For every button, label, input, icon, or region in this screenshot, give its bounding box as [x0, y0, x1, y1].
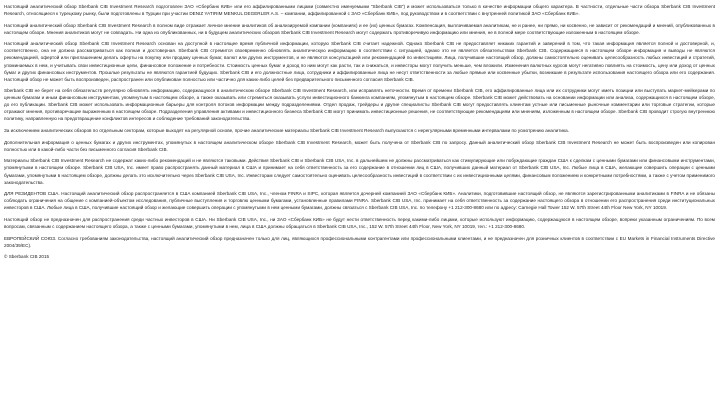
disclaimer-paragraph-8: ДЛЯ РЕЗИДЕНТОВ США. Настоящий аналитический обзор распространяется в США компанией Sberbank CIB USA, Inc., членом FINRA и SIPC, которая является дочерней компанией ЗАО «Сбербанк КИБ». Аналитики, подготовившие настоящий обзор, не являются зарегистрированными аналитиками в FINRA и не обязаны соблюдать ограничения на общение с компанией-объектом исследования, публичные выступления и торговлю ценными бумагами, установленные правилами FINRA. Sberbank CIB USA, Inc. принимает на себя ответственность за содержание настоящего обзора в отношении его распространения среди институциональных инвесторов в США. Любые лица в США, получившие настоящий обзор и желающие совершить операции с упомянутыми в нем ценными бумагами, должны связаться с Sberbank CIB USA, Inc. по телефону +1 212-300-8680 или по адресу: Carnegie Hall Tower 152 W. 57th Street 44th Floor New York, NY 10019.: [4, 191, 715, 211]
copyright-line: © Sberbank CIB 2015: [4, 254, 50, 260]
disclaimer-paragraph-1: Настоящий аналитический обзор Sberbank CIB Investment Research подготовлен ЗАО «Сбербанк КИБ» или его аффилированными лицами (совместно именуемыми “Sberbank CIB”) и может использоваться только в качестве информации общего характера. В частности, отдельные части обзора Sberbank CIB Investment Research, относящиеся к турецкому рынку, были подготовлены в Турции при участии DENIZ YATIRIM MENKUL DEGERLER A.S. – компании, аффилированной с ЗАО «Сбербанк КИБ», под руководством и в соответствии с внутренней политикой ЗАО «Сбербанк КИБ».: [4, 4, 715, 17]
disclaimer-paragraph-7: Материалы Sberbank CIB Investment Research не содержат каких-либо рекомендаций и не являются таковыми. Действия Sberbank CIB и Sberbank CIB USA, Inc. в дальнейшем не должны рассматриваться как стимулирующие или побуждающие граждан США к сделкам с ценными бумагами или финансовыми инструментами, упомянутыми в настоящем обзоре. Sberbank CIB USA, Inc. имеет право распространять данный материал в США и принимает на себя ответственность за его содержание в отношении лиц в США, получивших данный материал от Sberbank CIB USA, Inc. Любые лица в США, желающие совершить операции с ценными бумагами, упомянутыми в настоящем обзоре, должны делать это исключительно через Sberbank CIB USA, Inc. Инвесторам следует самостоятельно оценивать целесообразность инвестиций в соответствии с их инвестиционными целями, финансовым положением и конкретными потребностями, а также с учетом применимого законодательства.: [4, 158, 715, 185]
disclaimer-paragraph-9: Настоящий обзор не предназначен для распространения среди частных инвесторов в США. Ни Sberbank CIB USA, Inc., ни ЗАО «Сбербанк КИБ» не будут нести ответственность перед какими-либо лицами, которые используют информацию, содержащуюся в настоящем обзоре, вопреки указанным ограничениям. По всем вопросам, связанным с содержанием настоящего обзора, а также с ценными бумагами, упомянутыми в нем, лица в США должны обращаться в Sberbank CIB USA, Inc., 152 W. 57th Street 44th Floor, New York, NY 10019, тел.: +1 212-300-8680.: [4, 216, 715, 229]
disclaimer-paragraph-6: Дополнительная информация о ценных бумагах и других инструментах, упомянутых в настоящем аналитическом обзоре Sberbank CIB Investment Research, может быть получена от Sberbank CIB по запросу. Данный аналитический обзор Sberbank CIB Investment Research не может быть воспроизведен или копирован полностью или в какой-либо части без письменного согласия Sberbank CIB.: [4, 139, 715, 152]
disclaimer-paragraph-4: Sberbank CIB не берет на себя обязательств регулярно обновлять информацию, содержащуюся в аналитическом обзоре Sberbank CIB Investment Research, или исправлять неточности. Время от времени Sberbank CIB, его аффилированные лица или их сотрудники могут иметь позиции или выступать маркет-мейкерами по ценным бумагам и иным финансовым инструментам, упомянутым в настоящем обзоре, а также оказывать или стремиться оказывать услуги инвестиционного банкинга компаниям, упомянутым в настоящем обзоре. Sberbank CIB может действовать на основании информации или анализа, содержащихся в настоящем обзоре, до его публикации. Sberbank CIB может использовать информационные барьеры для контроля потоков информации между подразделениями. Отдел продаж, трейдеры и другие специалисты Sberbank CIB могут предоставлять клиентам устные или письменные рыночные комментарии или торговые стратегии, которые отражают мнения, противоречащие выраженным в настоящем обзоре. Подразделения управления активами и инвестиционного бизнеса Sberbank CIB могут принимать инвестиционные решения, не соответствующие рекомендациям или мнениям, изложенным в настоящем обзоре. Sberbank CIB проводит строгую внутреннюю политику, направленную на предотвращение конфликтов интересов и соблюдение требований законодательства.: [4, 88, 715, 122]
disclaimer-paragraph-2: Настоящий аналитический обзор Sberbank CIB Investment Research в полном виде отражает личное мнение аналитиков об анализируемой компании (компаниях) и ее (их) ценных бумагах. Компенсация, выплачиваемая аналитикам, не и ранее, ни прямо, ни косвенно, не зависит от рекомендаций и мнений, опубликованных в настоящем обзоре. Мнения аналитиков могут не совпадать. Ни одна из опубликованных, ни в будущем аналитических обзоров Sberbank CIB Investment Research могут содержать противоречивую информацию или мнения, не в полной мере соответствующие изложенным в настоящем обзоре.: [4, 22, 715, 35]
disclaimer-paragraph-3: Настоящий аналитический обзор Sberbank CIB Investment Research основан на доступной в настоящее время публичной информации, которую Sberbank CIB считает надежной. Однако Sberbank CIB не предоставляет никаких гарантий и заверений в том, что такая информация является полной и достоверной, и, соответственно, она не должна рассматриваться как полная и достоверная. Sberbank CIB стремится своевременно обновлять аналитическую информацию в соответствии с ситуацией, однако это не является обязательством Sberbank CIB. Содержащиеся в настоящем обзоре информация и выводы не являются рекомендацией, офертой или приглашением делать оферты на покупку или продажу ценных бумаг, валют или других инструментов, и не являются консультацией или рекомендацией по инвестициям. Лица, получившие настоящий обзор, должны самостоятельно оценивать целесообразность любых инвестиций и стратегий, упоминаемых в нем, и учитывать свои инвестиционные цели, финансовое положение и потребности. Стоимость ценных бумаг и доход по ним могут как расти, так и снижаться, и инвесторы могут получить меньше, чем вложили. Изменения валютных курсов могут негативно повлиять на стоимость, цену или доход от ценных бумаг и других финансовых инструментов. Прошлые результаты не являются гарантией будущих. Sberbank CIB и его должностные лица, сотрудники и аффилированные лица не несут ответственности за любые прямые или косвенные убытки, возникшие в результате использования настоящего обзора или его содержания. Настоящий обзор не может быть воспроизведен, распространен или опубликован полностью или частично для каких-либо целей без предварительного письменного согласия Sberbank CIB.: [4, 41, 715, 82]
disclaimer-paragraph-5: За исключением аналитических обзоров по отдельным секторам, которые выходят на регулярной основе, прочие аналитические материалы Sberbank CIB Investment Research выпускаются с нерегулярными временными интервалами по усмотрению аналитика.: [4, 128, 569, 134]
disclaimer-document: [4, 3, 715, 265]
disclaimer-paragraph-10: ЕВРОПЕЙСКИЙ СОЮЗ. Согласно требованиям законодательства, настоящий аналитический обзор предназначен только для лиц, являющихся профессиональными контрагентами или профессиональными клиентами, и не предназначен для розничных клиентов в соответствии с EU Markets in Financial Instruments Directive 2004/39/EC).: [4, 235, 715, 248]
